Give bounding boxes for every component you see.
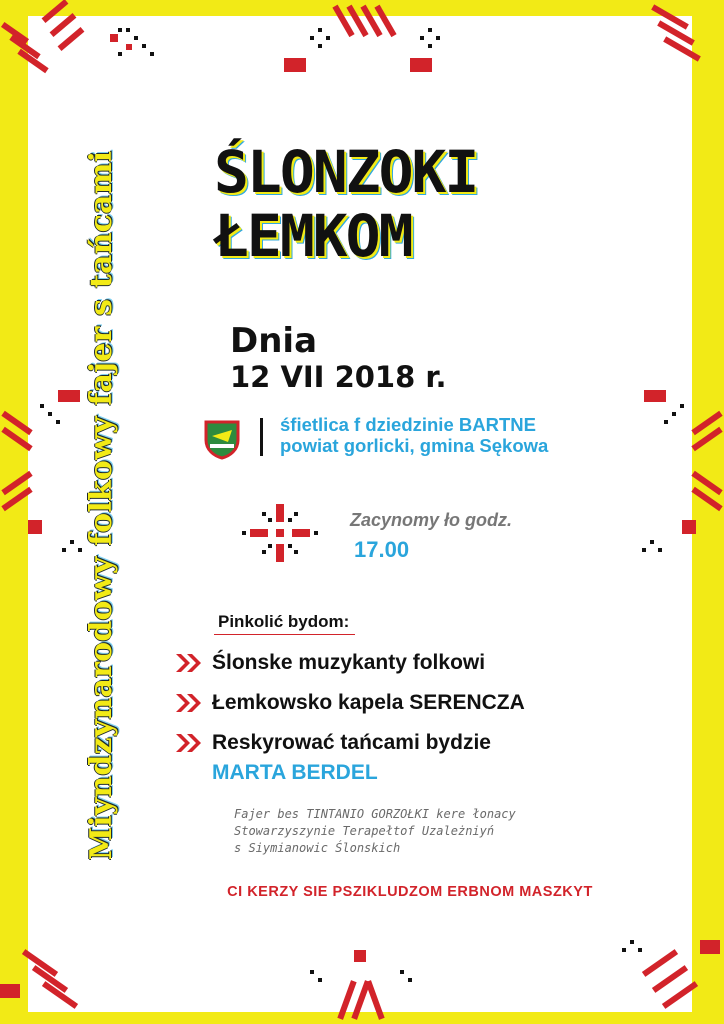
double-chevron-icon	[176, 694, 202, 712]
page-title	[214, 140, 584, 268]
footer-note: CI KERZY SIE PSZIKLUDZOM ERBNOM MASZKYT	[227, 884, 593, 900]
top-right-ornament-icon	[620, 0, 724, 110]
vertical-event-title	[72, 120, 132, 890]
performer-name	[212, 728, 491, 788]
title-line-1: ŚLONZOKI	[214, 138, 478, 206]
performers-heading: Pinkolić bydom:	[214, 612, 355, 635]
municipal-crest-icon	[200, 416, 244, 460]
title-line-2: ŁEMKOM	[214, 202, 412, 270]
bottom-right-ornament-icon	[600, 920, 724, 1024]
start-time-block	[350, 510, 512, 563]
top-center-ornament-icon	[270, 0, 470, 90]
venue-line-1: śfietlica f dziedzinie BARTNE	[280, 414, 536, 435]
start-time-value: 17.00	[354, 537, 410, 562]
start-time-label: Zacynomy ło godz.	[350, 510, 513, 530]
performer-name-accent: MARTA BERDEL	[212, 761, 378, 784]
top-left-ornament-icon	[0, 0, 200, 140]
venue-line-2: powiat gorlicki, gmina Sękowa	[280, 435, 549, 456]
right-side-ornament-icon	[634, 380, 724, 580]
performer-name-prefix: Łemkowsko kapela	[212, 691, 410, 714]
organizer-note	[234, 806, 516, 857]
bottom-left-ornament-icon	[0, 930, 160, 1024]
bottom-center-ornament-icon	[250, 930, 470, 1024]
venue-divider	[260, 418, 263, 456]
double-chevron-icon	[176, 734, 202, 752]
organizer-line-2: Stowarzyszynie Terapełtof Uzależniyń	[234, 824, 495, 838]
performer-name: Ślonske muzykanty folkowi	[212, 651, 486, 674]
organizer-line-1: Fajer bes TINTANIO GORZOŁKI kere łonacy	[234, 807, 516, 821]
venue-block	[200, 414, 640, 466]
embroidery-star-icon	[240, 498, 320, 568]
performer-name-text: Reskyrować tańcami bydzie	[212, 731, 491, 754]
performer-name-highlight: SERENCZA	[409, 691, 525, 714]
organizer-line-3: s Siymianowic Ślonskich	[234, 841, 401, 855]
event-date	[230, 322, 447, 394]
date-label: Dnia	[230, 321, 318, 361]
double-chevron-icon	[176, 654, 202, 672]
date-value: 12 VII 2018 r.	[230, 360, 447, 394]
venue-text	[280, 414, 548, 456]
vertical-event-title-text: Miyndzynarodowy folkowy fajer s tańcami	[84, 150, 120, 860]
performer-name	[212, 688, 525, 718]
